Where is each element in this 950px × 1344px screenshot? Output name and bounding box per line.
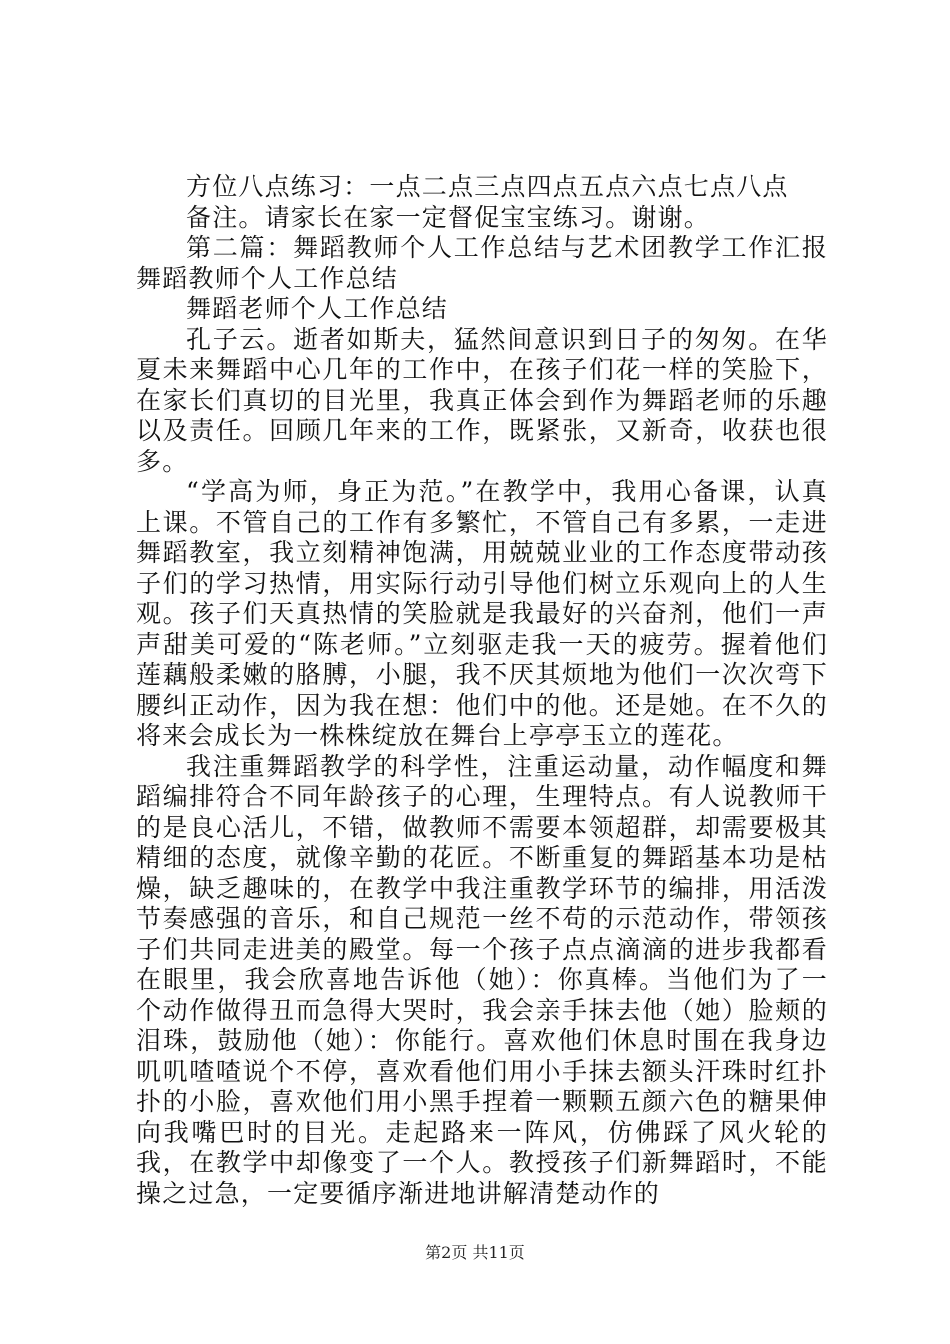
paragraph-intro: 孔子云。逝者如斯夫，猛然间意识到日子的匆匆。在华夏未来舞蹈中心几年的工作中，在孩子们花一样的笑脸下，在家长们真切的目光里，我真正体会到作为舞蹈老师的乐趣以及责任。回顾几年来的工作，既紧张，又新奇，收获也很多。	[136, 324, 828, 476]
document-body	[136, 172, 828, 1209]
paragraph-teaching-attitude: “学高为师，身正为范。”在教学中，我用心备课，认真上课。不管自己的工作有多繁忙，不管自己有多累，一走进舞蹈教室，我立刻精神饱满，用兢兢业业的工作态度带动孩子们的学习热情，用实际行动引导他们树立乐观向上的人生观。孩子们天真热情的笑脸就是我最好的兴奋剂，他们一声声甜美可爱的“陈老师。”立刻驱走我一天的疲劳。握着他们莲藕般柔嫩的胳膊，小腿，我不厌其烦地为他们一次次弯下腰纠正动作，因为我在想：他们中的他。还是她。在不久的将来会成长为一株株绽放在舞台上亭亭玉立的莲花。	[136, 477, 828, 750]
page-number-footer: 第2页 共11页	[425, 1243, 525, 1262]
paragraph-teaching-method: 我注重舞蹈教学的科学性，注重运动量，动作幅度和舞蹈编排符合不同年龄孩子的心理，生理特点。有人说教师干的是良心活儿，不错，做教师不需要本领超群，却需要极其精细的态度，就像辛勤的花匠。不断重复的舞蹈基本功是枯燥，缺乏趣味的，在教学中我注重教学环节的编排，用活泼节奏感强的音乐，和自己规范一丝不苟的示范动作，带领孩子们共同走进美的殿堂。每一个孩子点点滴滴的进步我都看在眼里，我会欣喜地告诉他（她）：你真棒。当他们为了一个动作做得丑而急得大哭时，我会亲手抹去他（她）脸颊的泪珠，鼓励他（她）：你能行。喜欢他们休息时围在我身边叽叽喳喳说个不停，喜欢看他们用小手抹去额头汗珠时红扑扑的小脸，喜欢他们用小黑手捏着一颗颗五颜六色的糖果伸向我嘴巴时的目光。走起路来一阵风，仿佛踩了风火轮的我，在教学中却像变了一个人。教授孩子们新舞蹈时，不能操之过急，一定要循序渐进地讲解清楚动作的	[136, 751, 828, 1208]
paragraph-remark: 备注。请家长在家一定督促宝宝练习。谢谢。	[186, 202, 711, 232]
paragraph-section-heading: 第二篇：舞蹈教师个人工作总结与艺术团教学工作汇报舞蹈教师个人工作总结	[136, 233, 828, 293]
paragraph-subtitle: 舞蹈老师个人工作总结	[186, 294, 449, 323]
paragraph-practice-note: 方位八点练习：一点二点三点四点五点六点七点八点	[186, 172, 789, 201]
